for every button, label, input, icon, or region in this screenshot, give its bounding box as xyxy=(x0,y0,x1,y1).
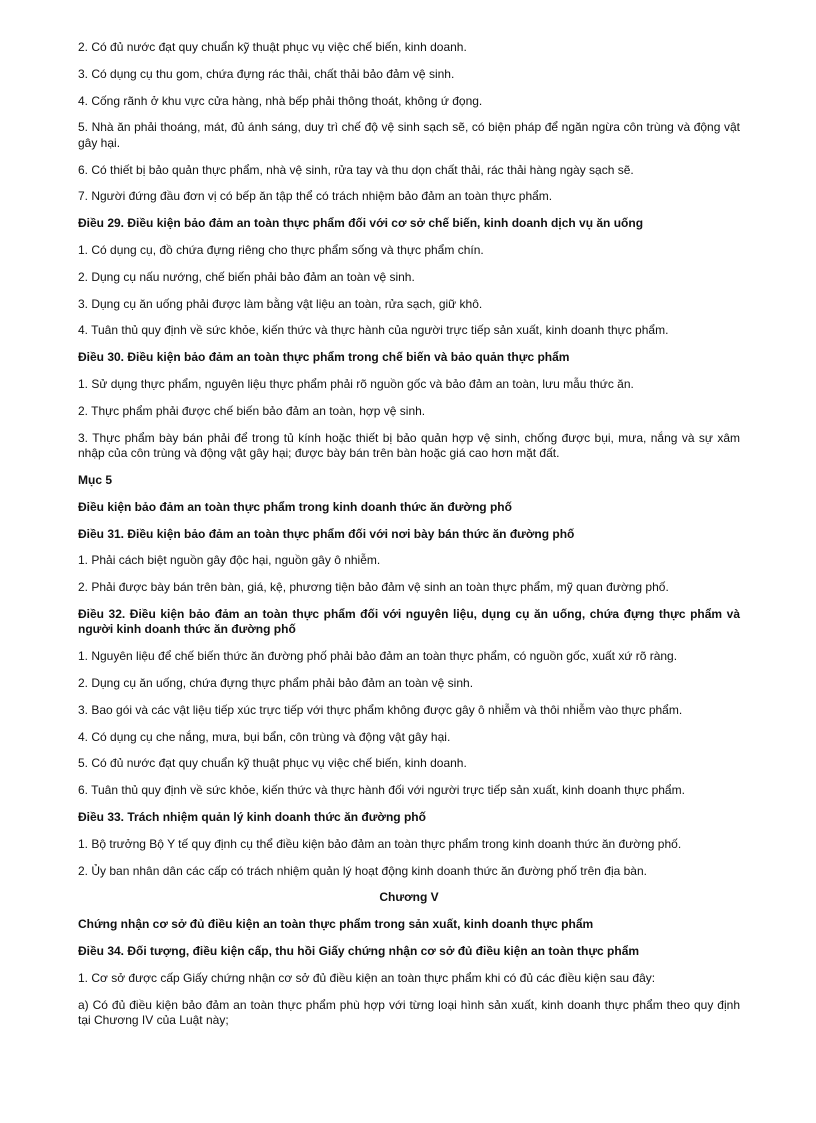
paragraph: 1. Nguyên liệu để chế biến thức ăn đường phố phải bảo đảm an toàn thực phẩm, có nguồn gốc, xuất xứ rõ ràng. xyxy=(78,649,678,664)
section-heading: Điều 34. Đối tượng, điều kiện cấp, thu hồi Giấy chứng nhận cơ sở đủ điều kiện an toàn thực phẩm xyxy=(78,944,640,958)
paragraph: 5. Nhà ăn phải thoáng, mát, đủ ánh sáng, duy trì chế độ vệ sinh sạch sẽ, có biện pháp để ngăn ngừa côn trùng và động vật gây hại. xyxy=(78,120,740,150)
paragraph: 3. Thực phẩm bày bán phải để trong tủ kính hoặc thiết bị bảo quản hợp vệ sinh, chống được bụi, mưa, nắng và sự xâm nhập của côn trùng và động vật gây hại; được bày bán trên bàn hoặc giá cao hơn mặt đất. xyxy=(78,430,740,461)
section-heading: Chương V xyxy=(379,890,439,905)
paragraph: 3. Dụng cụ ăn uống phải được làm bằng vật liệu an toàn, rửa sạch, giữ khô. xyxy=(78,296,483,311)
section-heading: Điều 30. Điều kiện bảo đảm an toàn thực phẩm trong chế biến và bảo quản thực phẩm xyxy=(78,350,570,365)
paragraph: 7. Người đứng đầu đơn vị có bếp ăn tập thể có trách nhiệm bảo đảm an toàn thực phẩm. xyxy=(78,189,553,204)
paragraph: 2. Phải được bày bán trên bàn, giá, kệ, phương tiện bảo đảm vệ sinh an toàn thực phẩm, mỹ quan đường phố. xyxy=(78,580,669,595)
section-heading: Mục 5 xyxy=(78,472,113,487)
paragraph: 1. Cơ sở được cấp Giấy chứng nhận cơ sở đủ điều kiện an toàn thực phẩm khi có đủ các điều kiện sau đây: xyxy=(78,970,656,985)
paragraph: 3. Có dụng cụ thu gom, chứa đựng rác thải, chất thải bảo đảm vệ sinh. xyxy=(78,66,455,81)
section-heading: Điều kiện bảo đảm an toàn thực phẩm trong kinh doanh thức ăn đường phố xyxy=(78,499,512,514)
paragraph: 2. Ủy ban nhân dân các cấp có trách nhiệm quản lý hoạt động kinh doanh thức ăn đường phố trên địa bàn. xyxy=(78,863,647,878)
paragraph: 2. Có đủ nước đạt quy chuẩn kỹ thuật phục vụ việc chế biến, kinh doanh. xyxy=(78,40,467,54)
paragraph: 6. Có thiết bị bảo quản thực phẩm, nhà vệ sinh, rửa tay và thu dọn chất thải, rác thải hàng ngày sạch sẽ. xyxy=(78,162,634,177)
paragraph: a) Có đủ điều kiện bảo đảm an toàn thực phẩm phù hợp với từng loại hình sản xuất, kinh doanh thực phẩm theo quy định tại Chương IV của Luật này; xyxy=(78,997,740,1028)
paragraph: 6. Tuân thủ quy định về sức khỏe, kiến thức và thực hành đối với người trực tiếp sản xuất, kinh doanh thực phẩm. xyxy=(78,783,685,798)
paragraph: 4. Cống rãnh ở khu vực cửa hàng, nhà bếp phải thông thoát, không ứ đọng. xyxy=(78,93,483,108)
paragraph: 2. Thực phẩm phải được chế biến bảo đảm an toàn, hợp vệ sinh. xyxy=(78,403,426,418)
paragraph: 5. Có đủ nước đạt quy chuẩn kỹ thuật phục vụ việc chế biến, kinh doanh. xyxy=(78,756,467,771)
paragraph: 2. Dụng cụ ăn uống, chứa đựng thực phẩm phải bảo đảm an toàn vệ sinh. xyxy=(78,676,474,691)
section-heading: Chứng nhận cơ sở đủ điều kiện an toàn thực phẩm trong sản xuất, kinh doanh thực phẩm xyxy=(78,917,594,932)
document-page xyxy=(78,40,740,1040)
paragraph: 2. Dụng cụ nấu nướng, chế biến phải bảo đảm an toàn vệ sinh. xyxy=(78,269,415,284)
paragraph: 1. Phải cách biệt nguồn gây độc hại, nguồn gây ô nhiễm. xyxy=(78,553,381,568)
paragraph: 1. Có dụng cụ, đồ chứa đựng riêng cho thực phẩm sống và thực phẩm chín. xyxy=(78,243,484,258)
paragraph: 4. Tuân thủ quy định về sức khỏe, kiến thức và thực hành của người trực tiếp sản xuất, kinh doanh thực phẩm. xyxy=(78,323,669,338)
paragraph: 1. Sử dụng thực phẩm, nguyên liệu thực phẩm phải rõ nguồn gốc và bảo đảm an toàn, lưu mẫu thức ăn. xyxy=(78,377,634,392)
section-heading: Điều 32. Điều kiện bảo đảm an toàn thực phẩm đối với nguyên liệu, dụng cụ ăn uống, chứa đựng thực phẩm và người kinh doanh thức ăn đường phố xyxy=(78,606,740,637)
section-heading: Điều 33. Trách nhiệm quản lý kinh doanh thức ăn đường phố xyxy=(78,810,426,825)
section-heading: Điều 31. Điều kiện bảo đảm an toàn thực phẩm đối với nơi bày bán thức ăn đường phố xyxy=(78,526,575,541)
paragraph: 1. Bộ trưởng Bộ Y tế quy định cụ thể điều kiện bảo đảm an toàn thực phẩm trong kinh doanh thức ăn đường phố. xyxy=(78,836,682,851)
paragraph: 4. Có dụng cụ che nắng, mưa, bụi bẩn, côn trùng và động vật gây hại. xyxy=(78,729,451,744)
section-heading: Điều 29. Điều kiện bảo đảm an toàn thực phẩm đối với cơ sở chế biến, kinh doanh dịch vụ ăn uống xyxy=(78,216,644,231)
paragraph: 3. Bao gói và các vật liệu tiếp xúc trực tiếp với thực phẩm không được gây ô nhiễm và thôi nhiễm vào thực phẩm. xyxy=(78,702,683,717)
